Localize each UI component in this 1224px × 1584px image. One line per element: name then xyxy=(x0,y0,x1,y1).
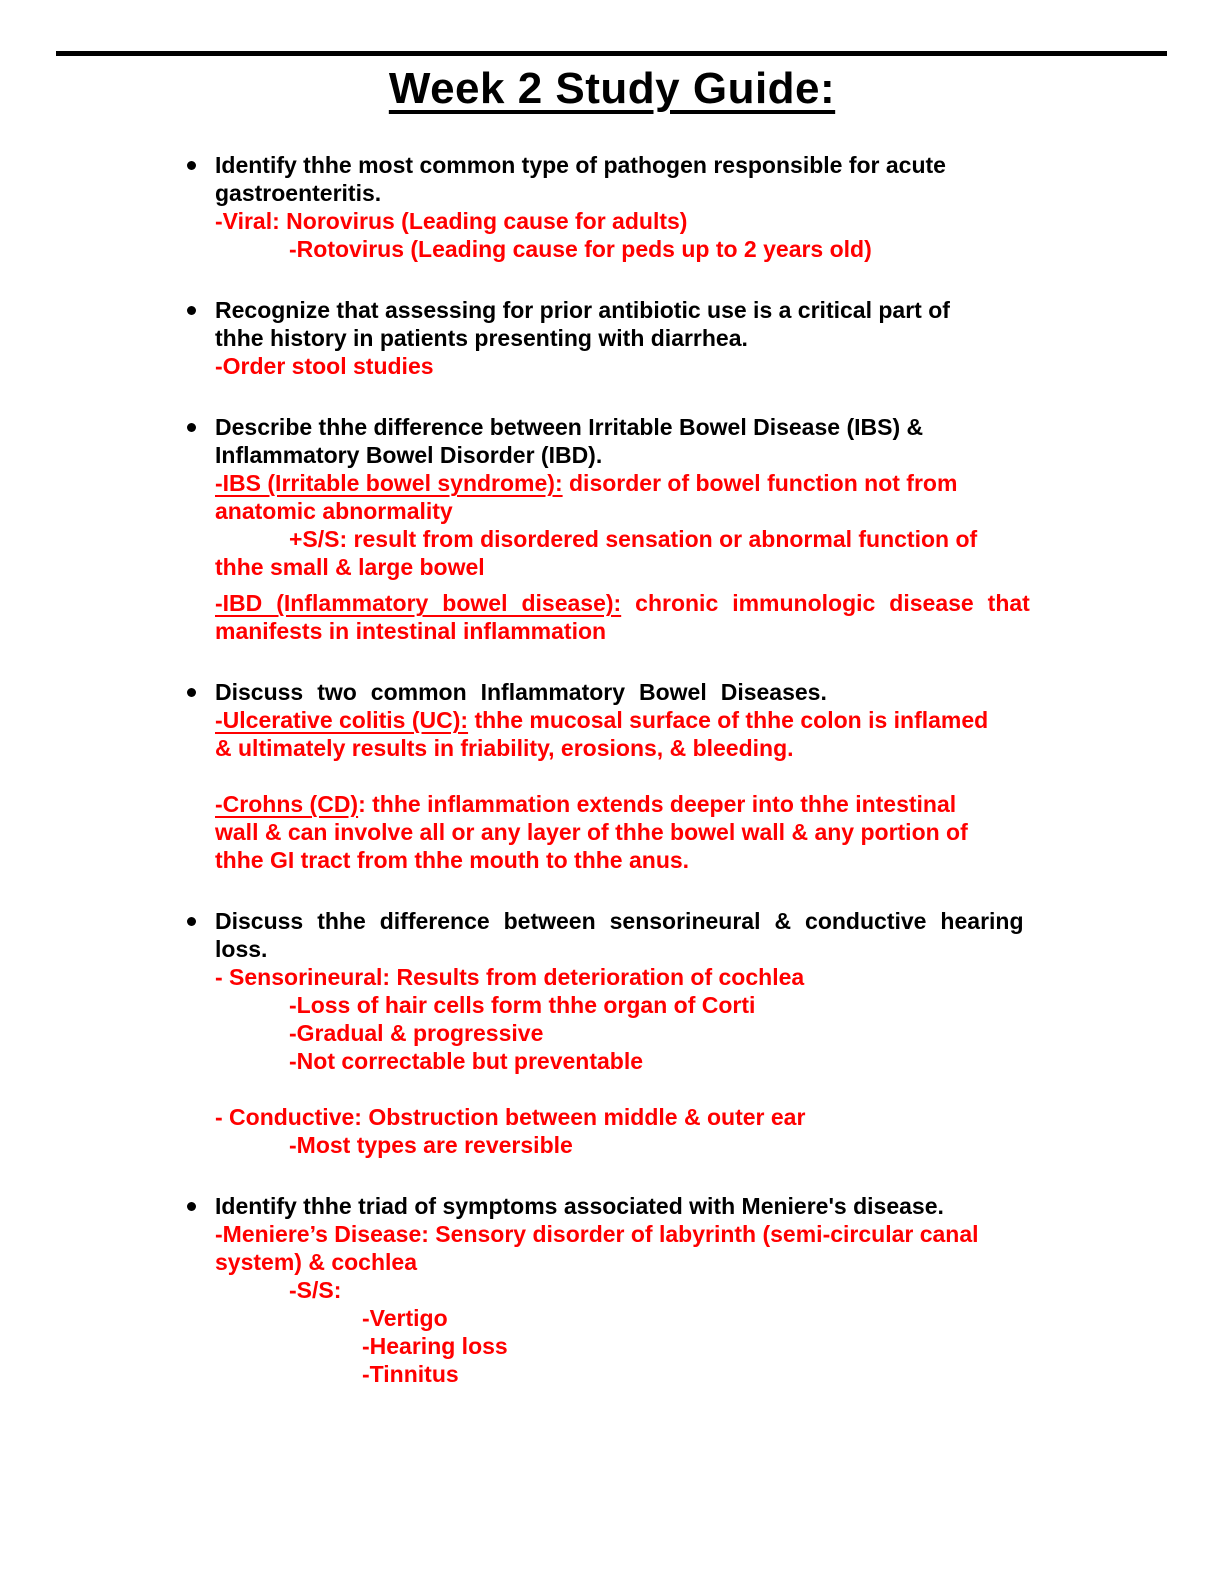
answer-line xyxy=(289,1276,1094,1304)
text-segment: anatomic abnormality xyxy=(215,498,453,524)
text-segment: - Sensorineural: Results from deterioration of cochlea xyxy=(215,964,805,990)
list-item xyxy=(0,907,1224,1159)
answer-line xyxy=(289,1019,1094,1047)
answer-line xyxy=(215,790,1094,818)
answer-line xyxy=(215,553,1094,581)
list-item xyxy=(0,296,1224,380)
question-line xyxy=(215,1192,1094,1220)
text-segment: loss. xyxy=(215,936,268,962)
text-segment: Discuss two common Inflammatory Bowel Diseases. xyxy=(215,679,827,705)
answer-line xyxy=(362,1332,1094,1360)
answer-line xyxy=(215,617,1094,645)
text-segment: -Hearing loss xyxy=(362,1333,508,1359)
answer-line xyxy=(215,352,1094,380)
text-segment: - Conductive: Obstruction between middle & outer ear xyxy=(215,1104,806,1130)
bullet-icon xyxy=(187,917,196,926)
list-item xyxy=(0,678,1224,874)
text-segment: -S/S: xyxy=(289,1277,342,1303)
text-segment: wall & can involve all or any layer of thhe bowel wall & any portion of xyxy=(215,819,968,845)
answer-line xyxy=(215,1103,1094,1131)
text-segment: -Rotovirus (Leading cause for peds up to 2 years old) xyxy=(289,236,872,262)
bullet-icon xyxy=(187,161,196,170)
bullet-icon xyxy=(187,688,196,697)
text-segment: +S/S: result from disordered sensation or abnormal function of xyxy=(289,526,978,552)
answer-line xyxy=(215,1248,1094,1276)
text-segment: -Meniere’s Disease: Sensory disorder of labyrinth (semi-circular canal xyxy=(215,1221,979,1247)
answer-line xyxy=(215,706,1094,734)
question-line xyxy=(215,179,1094,207)
text-segment: -Loss of hair cells form thhe organ of Corti xyxy=(289,992,756,1018)
answer-line xyxy=(289,525,1094,553)
answer-line xyxy=(215,1220,1094,1248)
answer-line xyxy=(362,1360,1094,1388)
text-segment: thhe GI tract from thhe mouth to thhe anus. xyxy=(215,847,690,873)
answer-line xyxy=(289,991,1094,1019)
text-segment: manifests in intestinal inflammation xyxy=(215,618,607,644)
underlined-term: -IBD (Inflammatory bowel disease): xyxy=(215,590,622,616)
header-rule xyxy=(56,51,1167,56)
text-segment: thhe small & large bowel xyxy=(215,554,485,580)
answer-line xyxy=(289,1131,1094,1159)
question-line xyxy=(215,296,1094,324)
bullet-icon xyxy=(187,423,196,432)
text-segment: Identify thhe triad of symptoms associated with Meniere's disease. xyxy=(215,1193,944,1219)
text-segment: -Not correctable but preventable xyxy=(289,1048,644,1074)
answer-line xyxy=(215,734,1094,762)
text-segment: -Tinnitus xyxy=(362,1361,459,1387)
answer-line xyxy=(215,469,1094,497)
text-segment: -Most types are reversible xyxy=(289,1132,573,1158)
list-item xyxy=(0,151,1224,263)
bullet-icon xyxy=(187,1202,196,1211)
answer-line xyxy=(215,846,1094,874)
question-line xyxy=(215,678,1094,706)
text-segment: thhe history in patients presenting with diarrhea. xyxy=(215,325,748,351)
page-title xyxy=(0,64,1224,114)
text-segment: : thhe inflammation extends deeper into thhe intestinal xyxy=(358,791,957,817)
bullet-icon xyxy=(187,306,196,315)
underlined-term: -Crohns (CD) xyxy=(215,791,359,817)
text-segment: Inflammatory Bowel Disorder (IBD). xyxy=(215,442,603,468)
text-segment: Discuss thhe difference between sensorineural & conductive hearing xyxy=(215,908,1024,934)
question-line xyxy=(215,324,1094,352)
text-segment: Describe thhe difference between Irritable Bowel Disease (IBS) & xyxy=(215,414,924,440)
list-item xyxy=(0,1192,1224,1388)
question-line xyxy=(215,935,1094,963)
text-segment: chronic immunologic disease that xyxy=(621,590,1030,616)
question-line xyxy=(215,413,1094,441)
text-segment: gastroenteritis. xyxy=(215,180,382,206)
text-segment: thhe mucosal surface of thhe colon is inflamed xyxy=(468,707,989,733)
text-segment: Identify thhe most common type of pathogen responsible for acute xyxy=(215,152,946,178)
answer-line xyxy=(215,497,1094,525)
answer-line xyxy=(289,1047,1094,1075)
text-segment: system) & cochlea xyxy=(215,1249,417,1275)
text-segment: -Gradual & progressive xyxy=(289,1020,544,1046)
text-segment: & ultimately results in friability, erosions, & bleeding. xyxy=(215,735,794,761)
question-line xyxy=(215,441,1094,469)
list-item xyxy=(0,413,1224,645)
underlined-term: -Ulcerative colitis (UC): xyxy=(215,707,469,733)
study-guide-list xyxy=(0,151,1224,1421)
text-segment: Recognize that assessing for prior antibiotic use is a critical part of xyxy=(215,297,950,323)
text-segment: -Viral: Norovirus (Leading cause for adults) xyxy=(215,208,688,234)
answer-line xyxy=(215,207,1094,235)
text-segment: -Order stool studies xyxy=(215,353,434,379)
underlined-term: -IBS (Irritable bowel syndrome): xyxy=(215,470,563,496)
answer-line xyxy=(289,235,1094,263)
answer-line xyxy=(215,818,1094,846)
question-line xyxy=(215,151,1094,179)
text-segment: -Vertigo xyxy=(362,1305,448,1331)
answer-line xyxy=(215,963,1094,991)
answer-line xyxy=(362,1304,1094,1332)
page-title-text: Week 2 Study Guide: xyxy=(388,64,836,113)
text-segment: disorder of bowel function not from xyxy=(562,470,958,496)
answer-line xyxy=(215,589,1094,617)
question-line xyxy=(215,907,1094,935)
